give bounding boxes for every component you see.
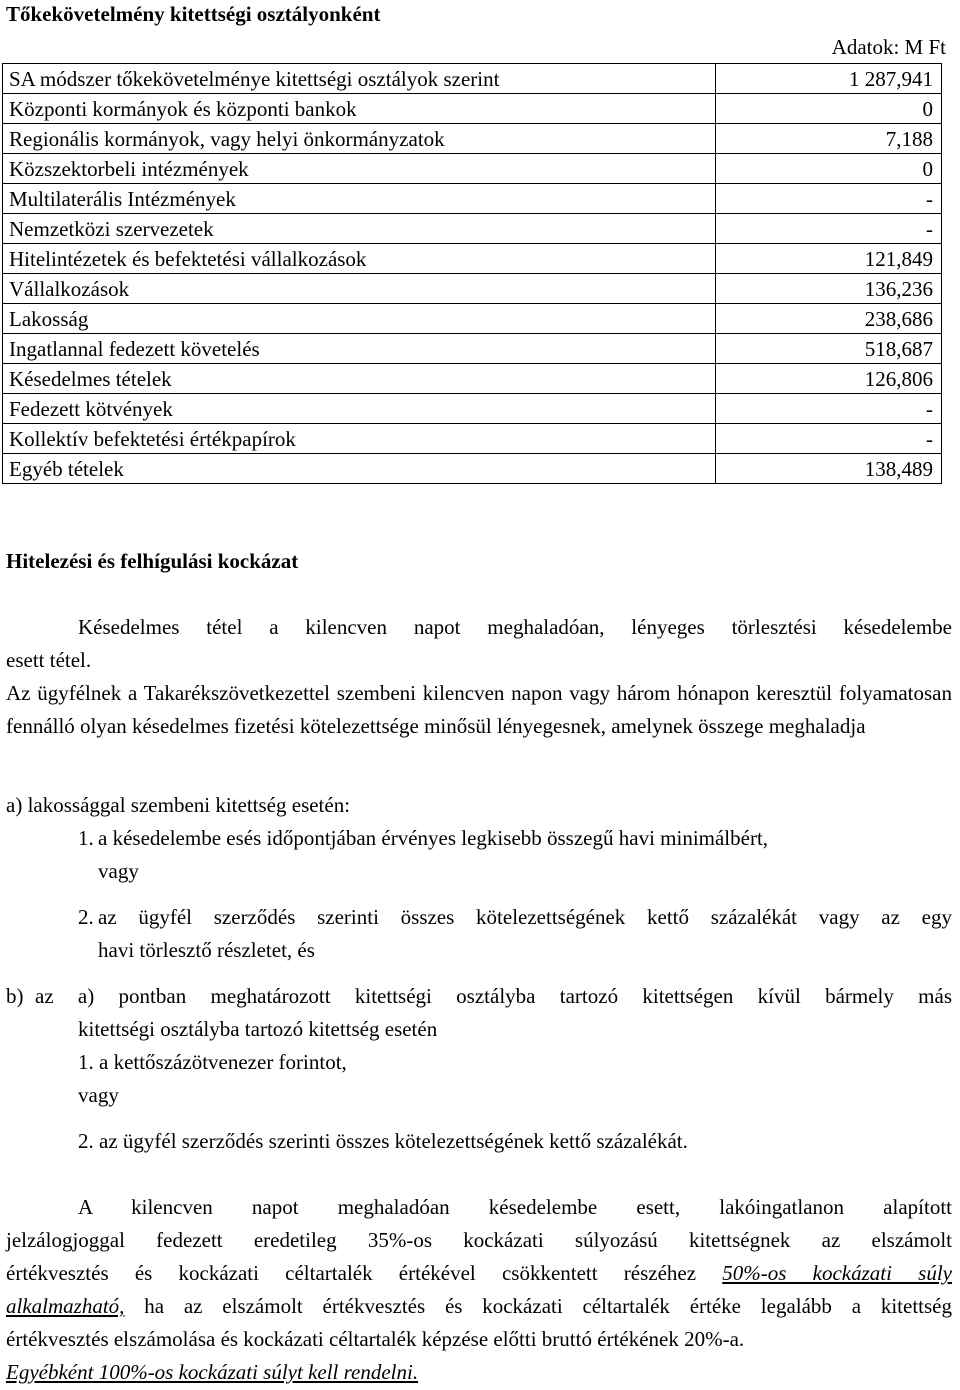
paragraph-1-line-1: Késedelmes tétel a kilencven napot meghaladóan, lényeges törlesztési késedelembe [78, 615, 952, 639]
table-row [3, 304, 942, 334]
final-line-3-text: értékvesztés és kockázati céltartalék értékével csökkentett részéhez [6, 1261, 723, 1285]
item-a1-text: a késedelembe esés időpontjában érvényes legkisebb összegű havi minimálbért, [98, 826, 769, 850]
table-row [3, 184, 942, 214]
item-b-label: b) [6, 984, 24, 1008]
row-label: Egyéb tételek [3, 454, 716, 484]
row-value: 7,188 [716, 124, 942, 154]
row-label: Regionális kormányok, vagy helyi önkormányzatok [3, 124, 716, 154]
row-label: Multilaterális Intézmények [3, 184, 716, 214]
row-value: - [716, 184, 942, 214]
item-b-line-1: az a) pontban meghatározott kitettségi osztályba tartozó kitettségen kívül bármely más [35, 984, 952, 1008]
row-label: Lakosság [3, 304, 716, 334]
row-label: Kollektív befektetési értékpapírok [3, 424, 716, 454]
row-label: SA módszer tőkekövetelménye kitettségi osztályok szerint [3, 64, 716, 94]
item-a-intro: a) lakossággal szembeni kitettség esetén: [6, 793, 351, 817]
final-paragraph-line-1: A kilencven napot meghaladóan késedelembe esett, lakóingatlanon alapított [78, 1195, 952, 1219]
unit-note: Adatok: M Ft [831, 35, 946, 59]
table-row [3, 394, 942, 424]
row-value: 0 [716, 94, 942, 124]
table-row [3, 94, 942, 124]
risk-weight-50-emphasis: 50%-os kockázati súly [722, 1261, 952, 1285]
table-row [3, 244, 942, 274]
row-label: Nemzetközi szervezetek [3, 214, 716, 244]
table-row [3, 274, 942, 304]
final-paragraph-line-2: jelzálogjoggal fedezett eredetileg 35%-os kockázati súlyozású kitettségnek az elszámolt [6, 1228, 952, 1252]
item-b-line-2: kitettségi osztályba tartozó kitettség esetén [78, 1017, 438, 1041]
table-row [3, 334, 942, 364]
row-label: Hitelintézetek és befektetési vállalkozások [3, 244, 716, 274]
row-value: 1 287,941 [716, 64, 942, 94]
item-b1-continuation: vagy [78, 1083, 119, 1107]
final-paragraph-line-4 [6, 1290, 952, 1323]
page-title: Tőkekövetelmény kitettségi osztályonként [6, 2, 381, 26]
table-row [3, 214, 942, 244]
table-row [3, 154, 942, 184]
item-a2-number: 2. [78, 905, 94, 929]
row-value: - [716, 394, 942, 424]
row-value: - [716, 424, 942, 454]
row-label: Központi kormányok és központi bankok [3, 94, 716, 124]
row-value: 138,489 [716, 454, 942, 484]
row-value: 136,236 [716, 274, 942, 304]
table-row [3, 364, 942, 394]
row-value: 126,806 [716, 364, 942, 394]
row-label: Késedelmes tételek [3, 364, 716, 394]
applicable-emphasis: alkalmazható, [6, 1294, 125, 1318]
exposure-table [2, 63, 942, 484]
row-label: Fedezett kötvények [3, 394, 716, 424]
final-paragraph-line-3 [6, 1257, 952, 1290]
final-line-4-text: ha az elszámolt értékvesztés és kockázati céltartalék értéke legalább a kitettség [124, 1294, 952, 1318]
item-a2-continuation: havi törlesztő részletet, és [98, 938, 315, 962]
final-paragraph-line-6: Egyébként 100%-os kockázati súlyt kell rendelni. [6, 1360, 419, 1384]
row-value: 0 [716, 154, 942, 184]
table-row [3, 424, 942, 454]
section-heading: Hitelezési és felhígulási kockázat [6, 549, 299, 573]
item-b1: 1. a kettőszázötvenezer forintot, [78, 1050, 347, 1074]
final-paragraph-line-5: értékvesztés elszámolása és kockázati céltartalék képzése előtti bruttó értékének 20%-a. [6, 1327, 745, 1351]
row-value: - [716, 214, 942, 244]
row-value: 121,849 [716, 244, 942, 274]
row-label: Ingatlannal fedezett követelés [3, 334, 716, 364]
paragraph-1-line-2: esett tétel. [6, 648, 92, 672]
row-value: 518,687 [716, 334, 942, 364]
table-row [3, 64, 942, 94]
item-a2-text: az ügyfél szerződés szerinti összes kötelezettségének kettő százalékát vagy az egy [98, 905, 952, 929]
paragraph-2: Az ügyfélnek a Takarékszövetkezettel szembeni kilencven napon vagy három hónapon keresztül folyamatosan fennálló olyan késedelmes fizetési kötelezettsége minősül lényegesnek, amelynek összege meghaladja [6, 681, 952, 738]
table-row [3, 124, 942, 154]
row-label: Vállalkozások [3, 274, 716, 304]
item-a1-continuation: vagy [98, 859, 139, 883]
item-a1-number: 1. [78, 826, 94, 850]
table-row [3, 454, 942, 484]
item-b2: 2. az ügyfél szerződés szerinti összes kötelezettségének kettő százalékát. [78, 1129, 688, 1153]
row-value: 238,686 [716, 304, 942, 334]
row-label: Közszektorbeli intézmények [3, 154, 716, 184]
